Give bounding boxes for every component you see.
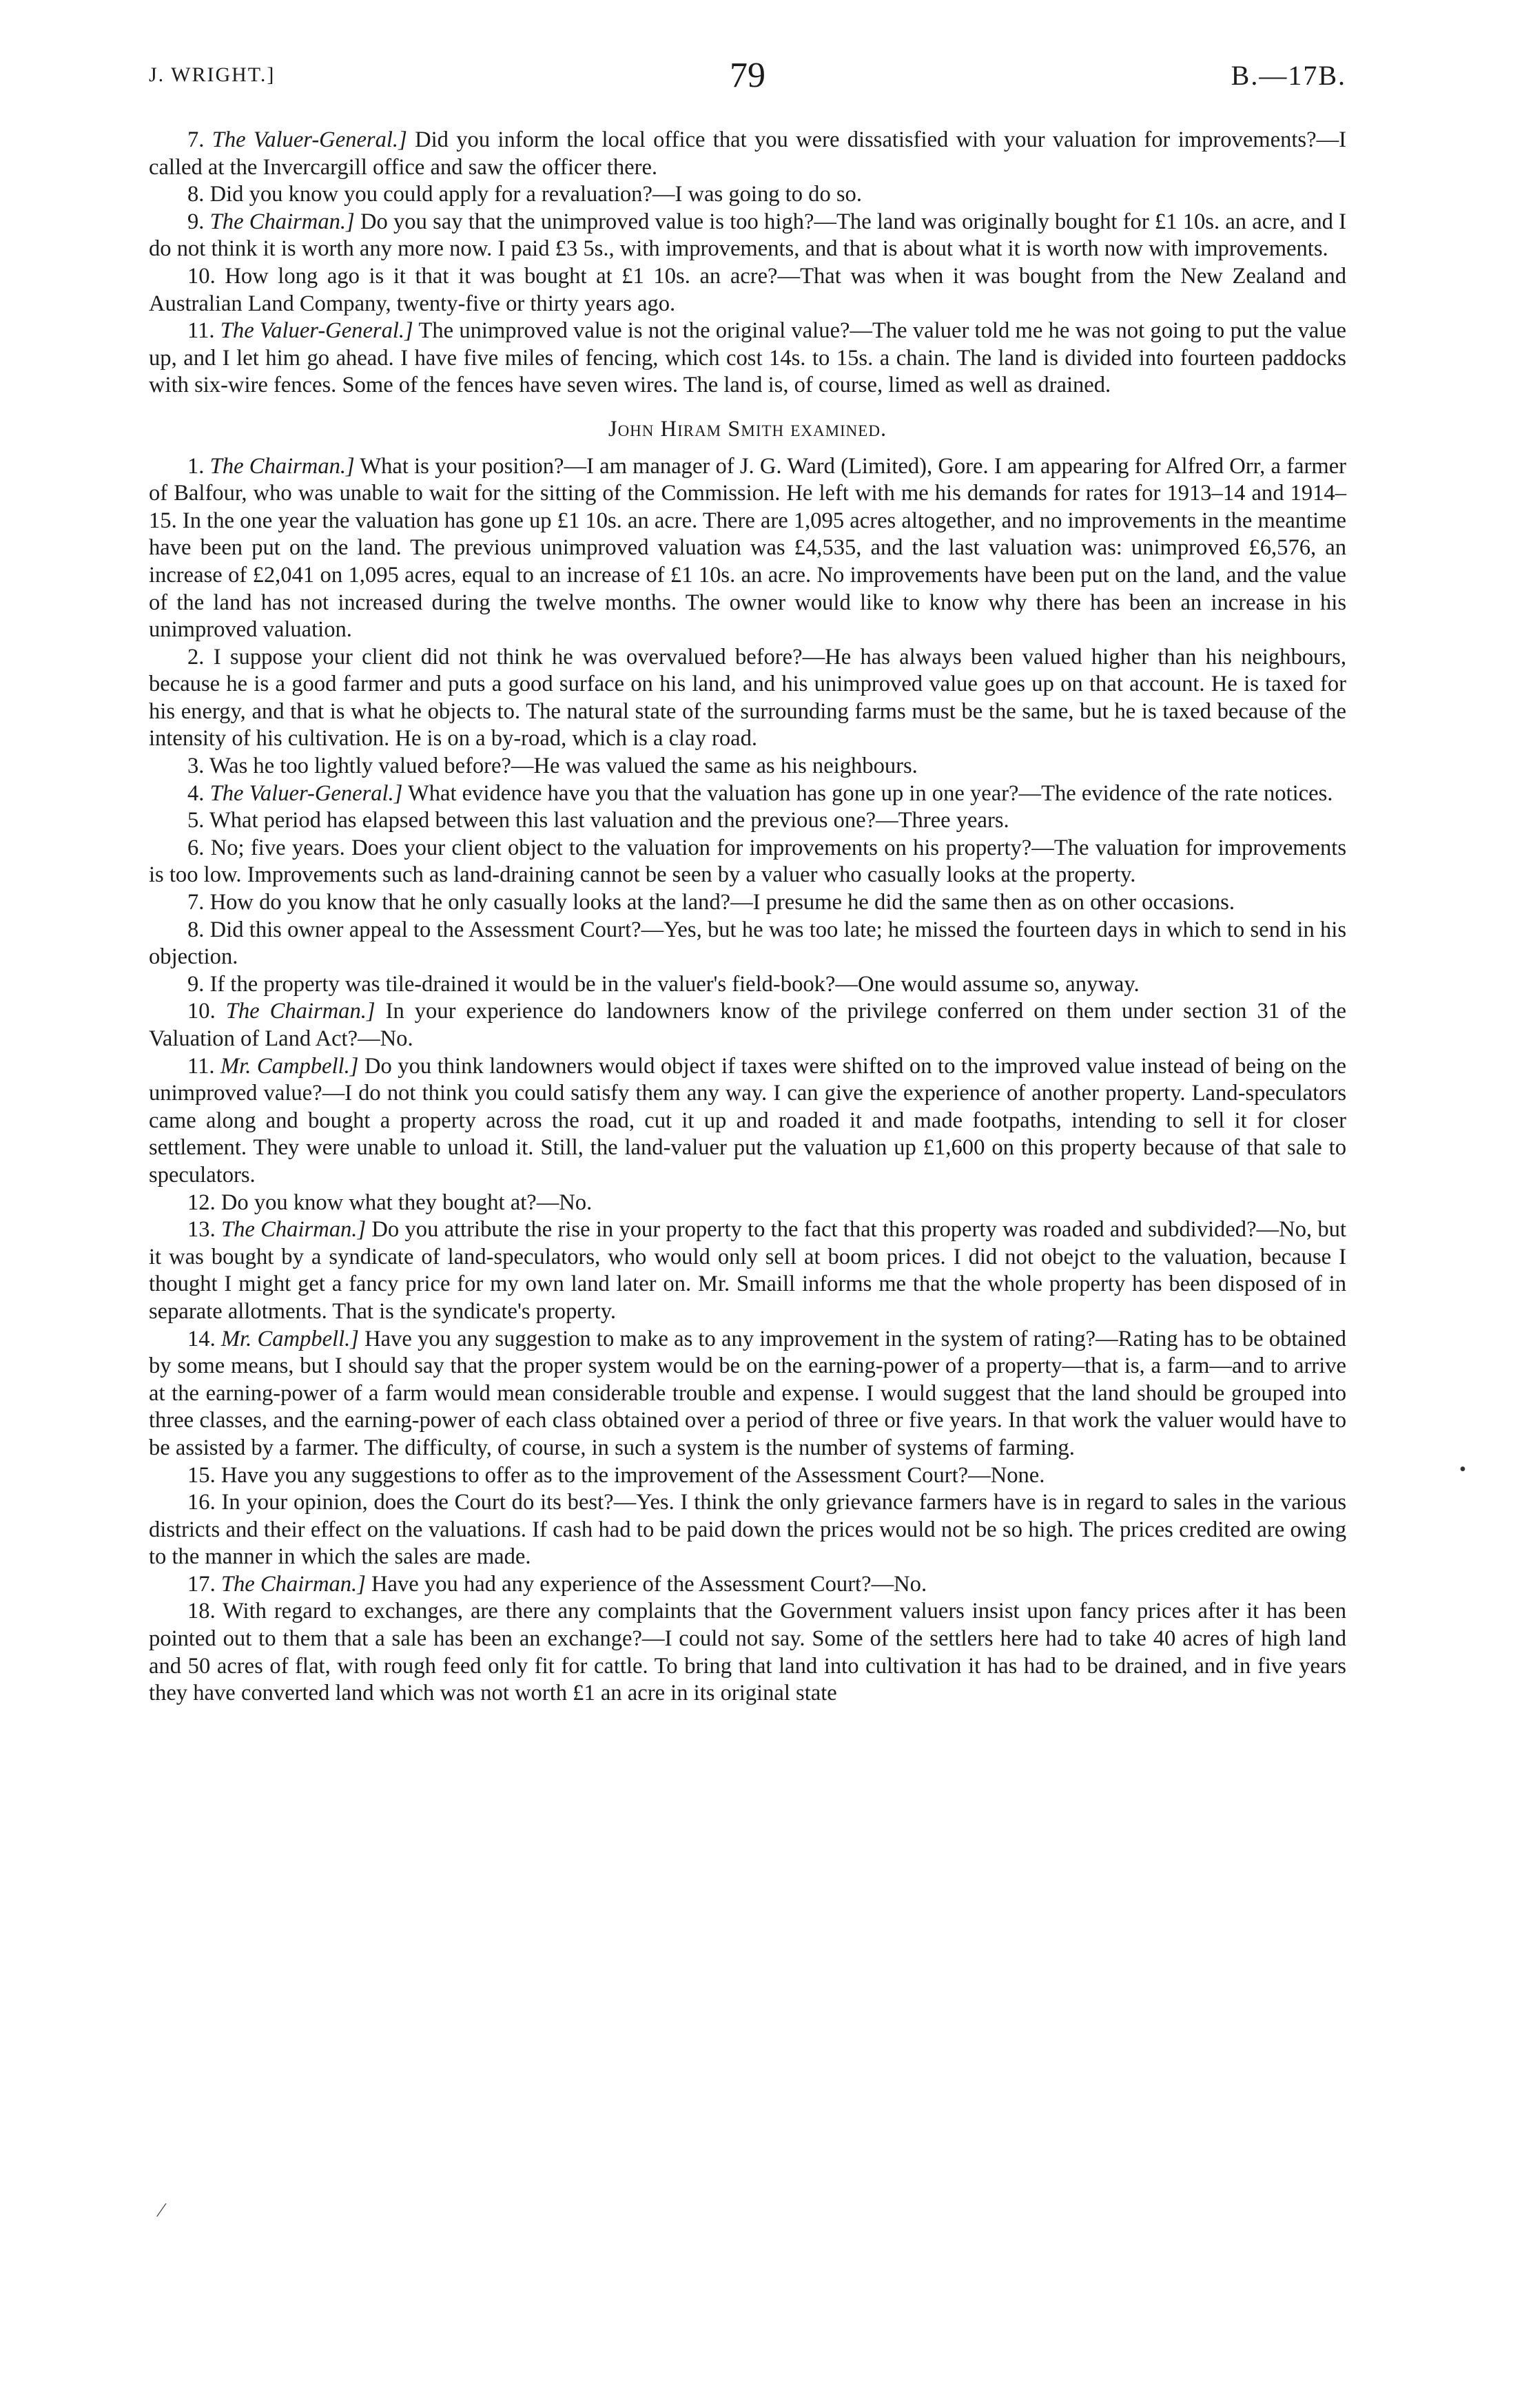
smith-question: 1. The Chairman.] What is your position?—I am manager of J. G. Ward (Limited), Gore. I am appearing for Alfred Orr, a farmer of Balfour, who was unable to wait for the sitting of the Commission. He left with me his demands for rates for 1913–14 and 1914–15. In the one year the valuation has gone up £1 10s. an acre. There are 1,095 acres altogether, and no improvements in the meantime have been put on the land. The previous unimproved valuation was £4,535, and the last valuation was: unimproved £6,576, an increase of £2,041 on 1,095 acres, equal to an increase of £1 10s. an acre. No improvements have been put on the land, and the value of the land has not increased during the twelve months. The owner would like to know why there has been an increase in his unimproved valuation. [149,453,1347,643]
smith-question: 13. The Chairman.] Do you attribute the rise in your property to the fact that this property was roaded and subdivided?—No, but it was bought by a syndicate of land-speculators, who would only sell at boom prices. I did not obejct to the valuation, because I thought I might get a fancy price for my own land later on. Mr. Smaill informs me that the whole property has been disposed of in separate allotments. That is the syndicate's property. [149,1217,1346,1324]
wright-question: 8. Did you know you could apply for a revaluation?—I was going to do so. [187,182,862,207]
wright-question: 11. The Valuer-General.] The unimproved value is not the original value?—The valuer told me he was not going to put the value up, and I let him go ahead. I have five miles of fencing, which cost 14s. to 15s. a chain. The land is divided into fourteen paddocks with six-wire fences. Some of the fences have seven wires. The land is, of course, limed as well as drained. [149,318,1346,398]
smith-question: 10. The Chairman.] In your experience do landowners know of the privilege conferred on them under section 31 of the Valuation of Land Act?—No. [149,999,1346,1051]
smith-question: 18. With regard to exchanges, are there any complaints that the Government valuers insist upon fancy prices after it has been pointed out to them that a sale has been an exchange?—I could not say. Some of the settlers here had to take 40 acres of high land and 50 acres of flat, with rough feed only fit for cattle. To bring that land into cultivation it has had to be drained, and in five years they have converted land which was not worth £1 an acre in its original state [149,1599,1346,1706]
smith-question: 7. How do you know that he only casually looks at the land?—I presume he did the same then as on other occasions. [187,890,1235,915]
paper-reference: B.—17B. [1231,60,1346,91]
smith-question: 4. The Valuer-General.] What evidence have you that the valuation has gone up in one year?—The evidence of the rate notices. [187,780,1333,806]
margin-dot-mark: • [1459,1459,1466,1480]
wright-question: 9. The Chairman.] Do you say that the unimproved value is too high?—The land was originally bought for £1 10s. an acre, and I do not think it is worth any more now. I paid £3 5s., with improvements, and that is about what it is worth now with improvements. [149,209,1346,262]
page-number: 79 [730,56,765,95]
wright-question: 7. The Valuer-General.] Did you inform the local office that you were dissatisfied with your valuation for improvements?—I called at the Invercargill office and saw the officer there. [149,127,1346,180]
smith-question: 6. No; five years. Does your client object to the valuation for improvements on his property?—The valuation for improvements is too low. Improvements such as land-draining cannot be seen by a valuer who casually looks at the property. [149,835,1346,888]
smith-question: 12. Do you know what they bought at?—No. [187,1190,593,1215]
smith-question: 5. What period has elapsed between this last valuation and the previous one?—Three years. [187,808,1009,833]
wright-question: 10. How long ago is it that it was bought at £1 10s. an acre?—That was when it was bought from the New Zealand and Australian Land Company, twenty-five or thirty years ago. [149,263,1346,316]
page-header [149,56,1346,105]
section-heading: John Hiram Smith examined. [608,416,887,442]
smith-question: 14. Mr. Campbell.] Have you any suggestion to make as to any improvement in the system of rating?—Rating has to be obtained by some means, but I should say that the proper system would be on the earning-power of a property—that is, a farm—and to arrive at the earning-power of a farm would mean considerable trouble and expense. I would suggest that the land should be grouped into three classes, and the earning-power of each class obtained over a period of three or five years. In that work the valuer would have to be assisted by a farmer. The difficulty, of course, in such a system is the number of systems of farming. [149,1326,1346,1460]
smith-question: 9. If the property was tile-drained it would be in the valuer's field-book?—One would assume so, anyway. [187,971,1140,997]
margin-tick-mark: ⁄ [160,2200,163,2221]
testimony-body [149,127,1346,1708]
smith-question: 8. Did this owner appeal to the Assessment Court?—Yes, but he was too late; he missed the fourteen days in which to send in his objection. [149,917,1346,970]
smith-question: 15. Have you any suggestions to offer as to the improvement of the Assessment Court?—None. [187,1462,1045,1488]
smith-question: 11. Mr. Campbell.] Do you think landowners would object if taxes were shifted on to the improved value instead of being on the unimproved value?—I do not think you could satisfy them any way. I can give the experience of another property. Land-speculators came along and bought a property across the road, cut it up and roaded it and made footpaths, intending to sell it for closer settlement. They were unable to unload it. Still, the land-valuer put the valuation up £1,600 on this property because of that sale to speculators. [149,1053,1346,1187]
smith-question: 2. I suppose your client did not think he was overvalued before?—He has always been valued higher than his neighbours, because he is a good farmer and puts a good surface on his land, and his unimproved value goes up on that account. He is taxed for his energy, and that is what he objects to. The natural state of the surrounding farms must be the same, but he is taxed because of the intensity of his cultivation. He is on a by-road, which is a clay road. [149,644,1346,751]
witness-name-header: J. WRIGHT.] [149,63,276,86]
smith-question: 16. In your opinion, does the Court do its best?—Yes. I think the only grievance farmers have is in regard to sales in the various districts and their effect on the valuations. If cash had to be paid down the prices would not be so high. The prices credited are owing to the manner in which the sales are made. [149,1490,1346,1570]
smith-question: 3. Was he too lightly valued before?—He was valued the same as his neighbours. [187,754,918,779]
smith-question: 17. The Chairman.] Have you had any experience of the Assessment Court?—No. [187,1571,927,1597]
